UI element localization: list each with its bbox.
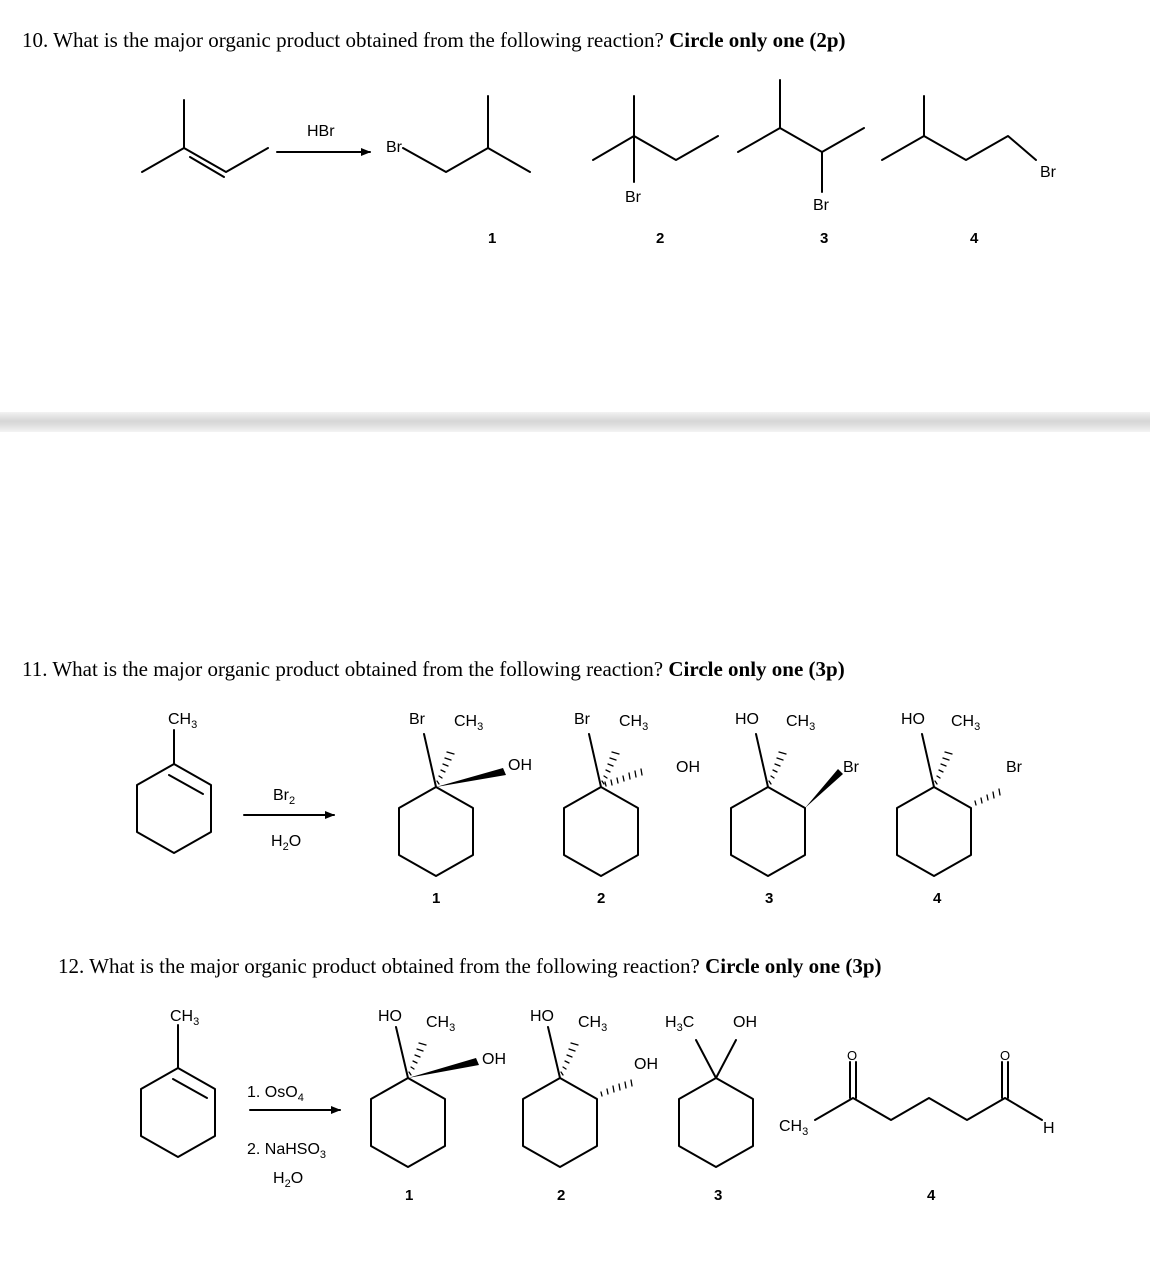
hash-bond <box>935 752 952 784</box>
svg-text:H2O: $H_2O$ <box>271 833 302 853</box>
hash-bond <box>602 752 619 784</box>
q11-option-2[interactable] <box>564 711 700 907</box>
wedge-bond <box>436 768 506 787</box>
svg-text:O: O <box>847 1048 858 1063</box>
hash-bond <box>975 789 1000 805</box>
q12-reaction-arrow <box>247 1084 340 1190</box>
hash-bond <box>769 752 786 784</box>
q11-option-1[interactable] <box>399 711 532 907</box>
q10-option-3[interactable] <box>738 80 864 247</box>
q12-option-1[interactable] <box>371 1008 506 1204</box>
svg-text:2: 2 <box>656 230 665 247</box>
svg-text:CH3: $CH_3$ <box>578 1014 608 1034</box>
q11-option-4[interactable] <box>897 711 1023 907</box>
svg-text:4: 4 <box>933 890 942 907</box>
svg-text:1: 1 <box>488 230 497 247</box>
svg-text:3: 3 <box>765 890 774 907</box>
svg-text:CH3: $CH_3$ <box>170 1008 200 1028</box>
svg-text:CH3: $CH_3$ <box>779 1118 809 1138</box>
hash-bond <box>561 1043 578 1075</box>
q12-option-2[interactable] <box>523 1008 658 1204</box>
question-11-prompt: 11. What is the major organic product obtained from the following reaction? Circle only one (3p) <box>22 657 845 681</box>
svg-text:CH3: $CH_3$ <box>786 713 816 733</box>
svg-text:HBr: HBr <box>307 123 335 140</box>
svg-text:CH3: $CH_3$ <box>619 713 649 733</box>
svg-text:1. OsO4: 1. OsO$_4$ <box>247 1084 304 1104</box>
svg-text:OH: OH <box>733 1014 757 1031</box>
q10-option-2[interactable] <box>593 96 718 247</box>
q12-option-3[interactable] <box>665 1014 757 1204</box>
svg-text:H2O: $H_2O$ <box>273 1170 304 1190</box>
q12-option-4[interactable] <box>779 1048 1055 1204</box>
svg-text:OH: OH <box>676 759 700 776</box>
svg-text:Br: Br <box>625 189 641 206</box>
svg-text:Br: Br <box>843 759 859 776</box>
svg-text:H3C: $H_3C$ <box>665 1014 695 1034</box>
svg-text:H: H <box>1043 1120 1055 1137</box>
svg-text:CH3: $CH_3$ <box>951 713 981 733</box>
wedge-bond <box>805 769 843 808</box>
svg-text:1: 1 <box>432 890 441 907</box>
svg-text:OH: OH <box>634 1056 658 1073</box>
svg-text:CH3: $CH_3$ <box>168 711 198 731</box>
svg-text:O: O <box>1000 1048 1011 1063</box>
svg-text:Br: Br <box>1040 164 1056 181</box>
svg-text:3: 3 <box>714 1187 723 1204</box>
svg-text:CH3: $CH_3$ <box>454 713 484 733</box>
svg-text:2: 2 <box>597 890 606 907</box>
svg-text:Br: Br <box>574 711 590 728</box>
svg-text:HO: HO <box>735 711 759 728</box>
q11-reaction-arrow <box>244 787 334 853</box>
q12-reactant <box>141 1008 215 1157</box>
svg-text:CH3: $CH_3$ <box>426 1014 456 1034</box>
svg-text:3: 3 <box>820 230 829 247</box>
hash-bond <box>409 1043 426 1075</box>
svg-text:4: 4 <box>970 230 979 247</box>
svg-text:Br: Br <box>386 139 402 156</box>
q10-option-1[interactable] <box>386 96 530 247</box>
q11-option-3[interactable] <box>731 711 860 907</box>
question-10-prompt: 10. What is the major organic product obtained from the following reaction? Circle only one (2p) <box>22 28 846 52</box>
q11-reactant <box>137 711 211 853</box>
q10-reactant-alkene <box>142 100 268 177</box>
svg-text:Br2: $Br_2$ <box>273 787 296 807</box>
svg-text:2: 2 <box>557 1187 566 1204</box>
svg-text:HO: HO <box>530 1008 554 1025</box>
wedge-bond <box>408 1058 479 1078</box>
svg-text:4: 4 <box>927 1187 936 1204</box>
hash-bond <box>437 752 454 784</box>
svg-text:HO: HO <box>901 711 925 728</box>
svg-text:OH: OH <box>508 757 532 774</box>
q10-reaction-arrow <box>277 123 370 152</box>
q10-option-4[interactable] <box>882 96 1057 247</box>
svg-text:Br: Br <box>813 197 829 214</box>
svg-text:1: 1 <box>405 1187 414 1204</box>
hash-bond <box>601 1080 632 1096</box>
svg-text:HO: HO <box>378 1008 402 1025</box>
hash-bond <box>605 769 642 786</box>
svg-text:2. NaHSO3: 2. NaHSO$_3$ <box>247 1141 327 1161</box>
svg-text:Br: Br <box>1006 759 1022 776</box>
svg-text:Br: Br <box>409 711 425 728</box>
svg-text:OH: OH <box>482 1051 506 1068</box>
question-12-prompt: 12. What is the major organic product obtained from the following reaction? Circle only one (3p) <box>58 954 882 978</box>
